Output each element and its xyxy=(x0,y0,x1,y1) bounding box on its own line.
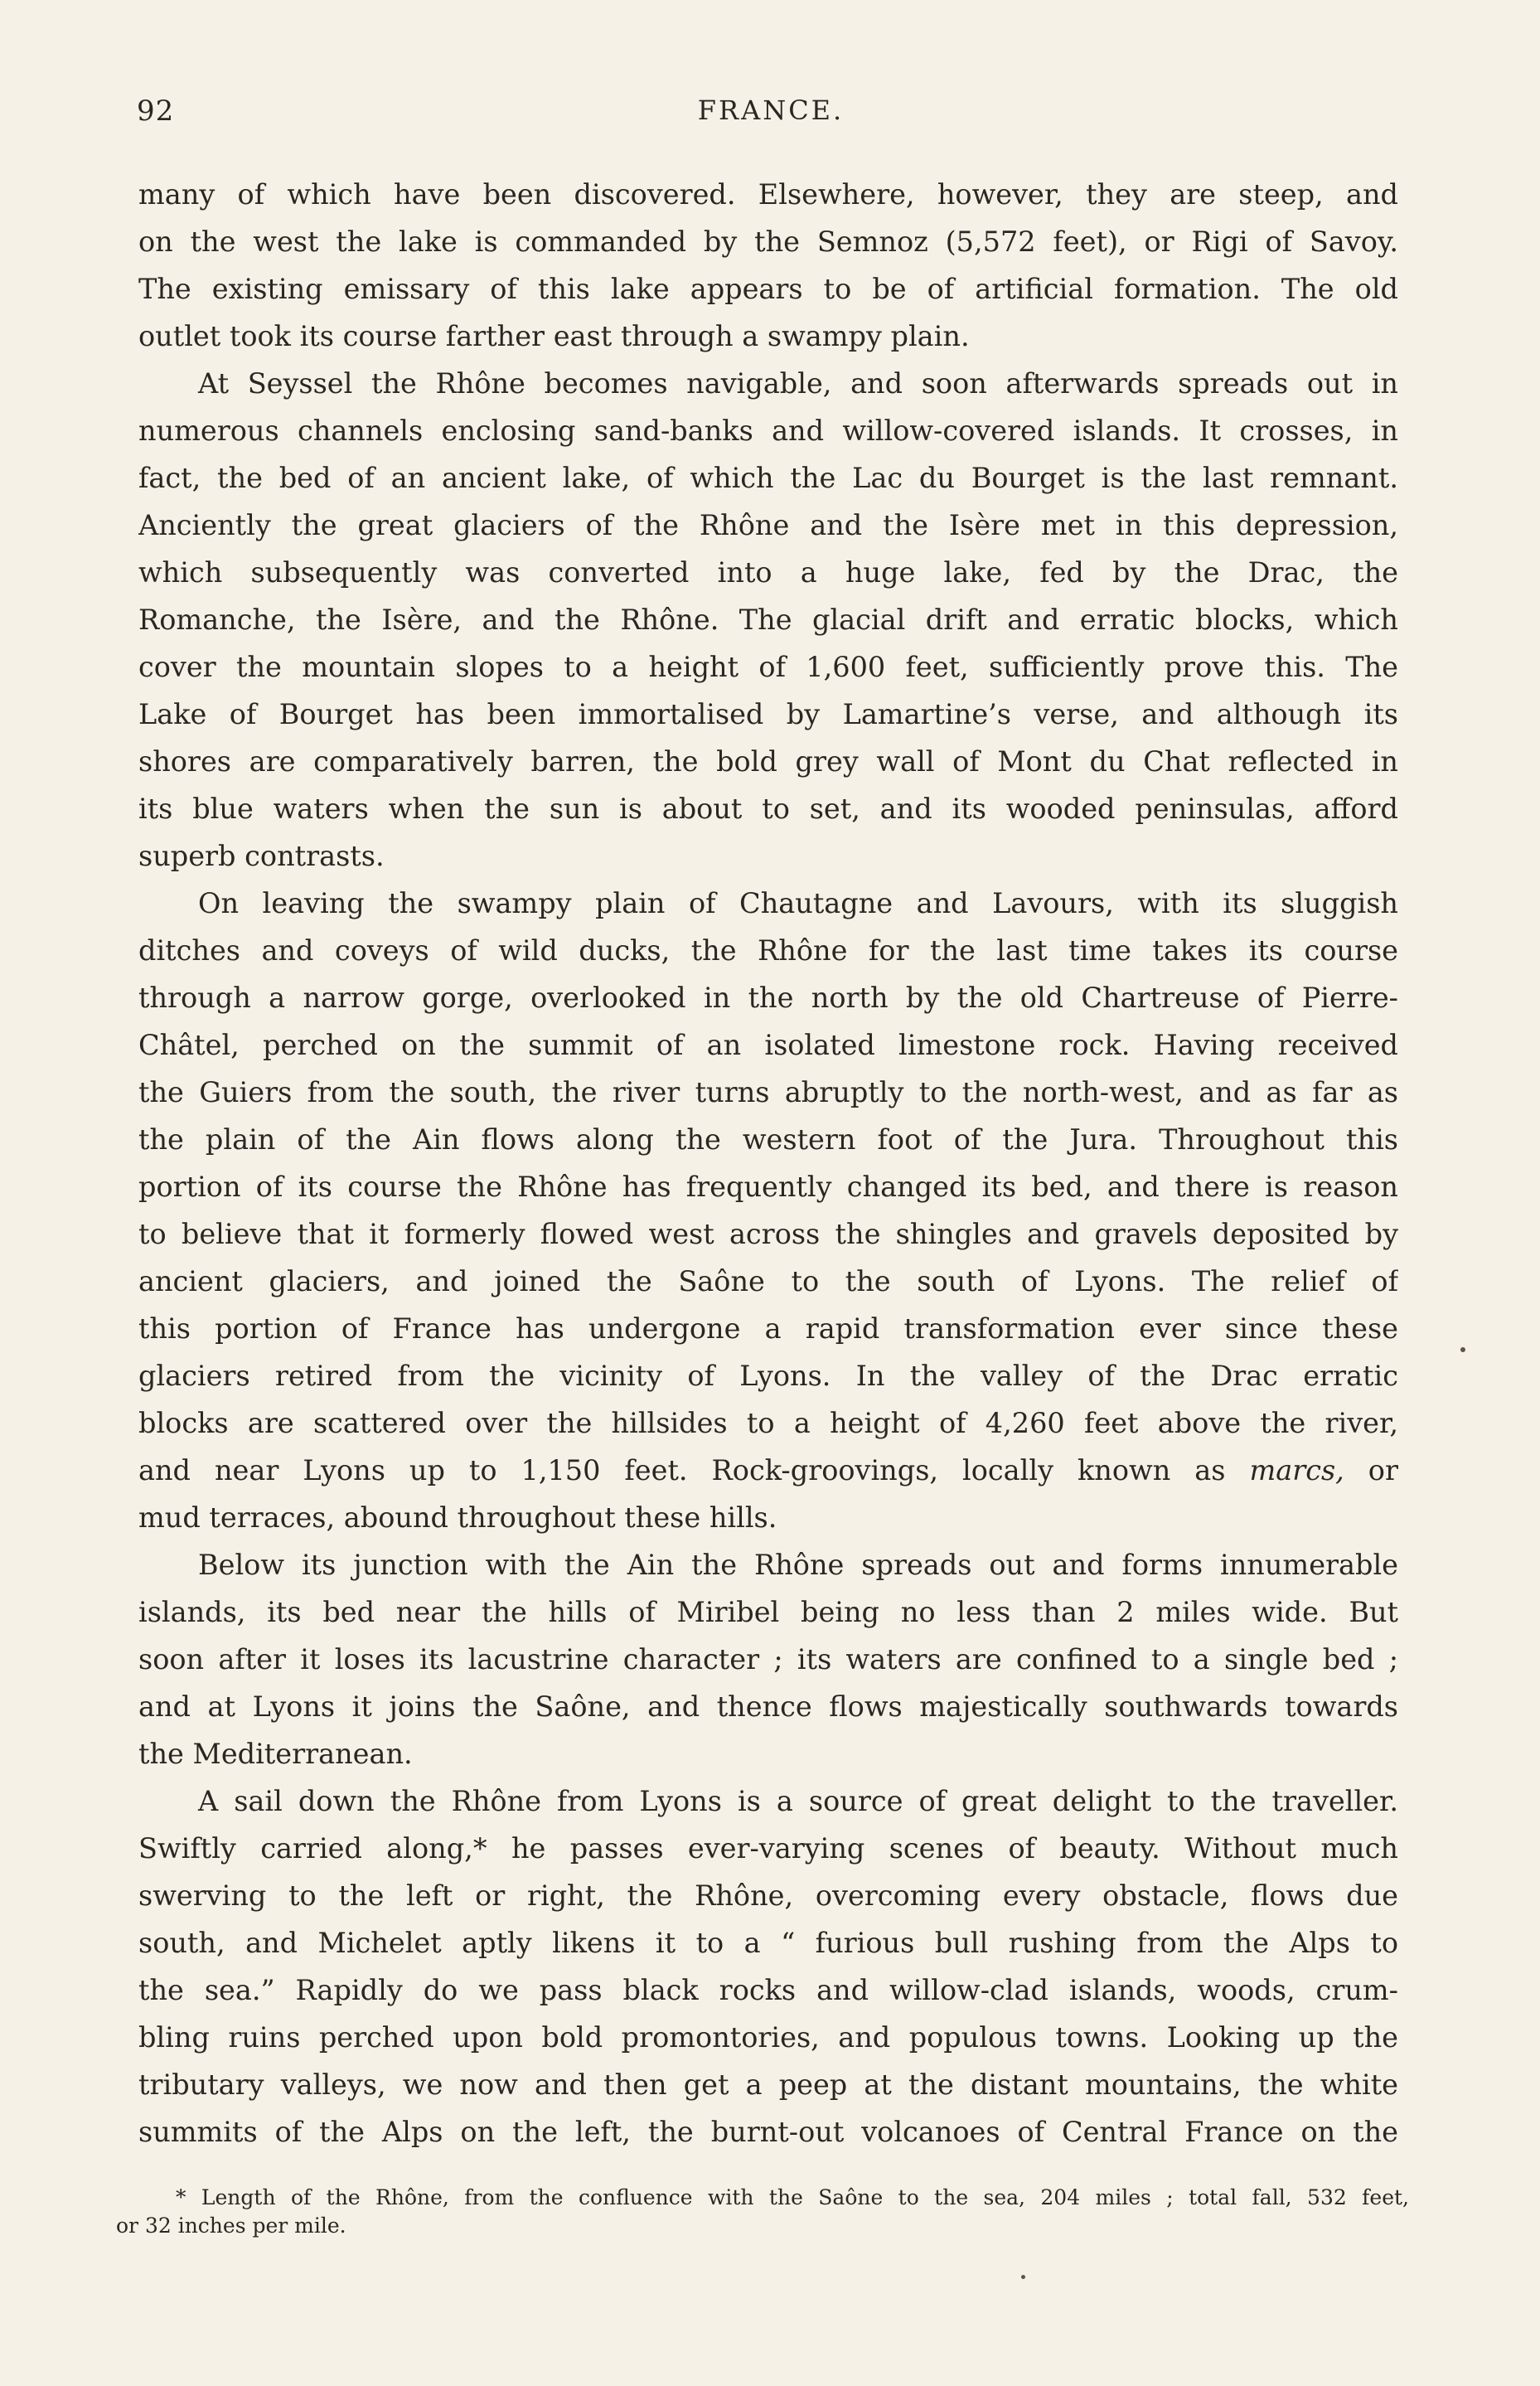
text-line: Lake of Bourget has been immortalised by Lamartine’s verse, and although its xyxy=(138,698,1398,730)
page-number: 92 xyxy=(137,95,175,128)
text-line: soon after it loses its lacustrine character ; its waters are confined to a single bed ; xyxy=(138,1643,1398,1676)
text-line: the Guiers from the south, the river turns abruptly to the north-west, and as far as xyxy=(138,1076,1398,1108)
text-line: ditches and coveys of wild ducks, the Rhône for the last time takes its course xyxy=(138,934,1398,967)
running-title: FRANCE. xyxy=(697,95,845,126)
text-line: Romanche, the Isère, and the Rhône. The glacial drift and erratic blocks, which xyxy=(138,604,1398,636)
text-line: shores are comparatively barren, the bold grey wall of Mont du Chat reflected in xyxy=(138,745,1398,778)
text-line: bling ruins perched upon bold promontories, and populous towns. Looking up the xyxy=(138,2021,1398,2054)
text-line: portion of its course the Rhône has frequently changed its bed, and there is reason xyxy=(138,1171,1398,1203)
text-line: this portion of France has undergone a rapid transformation ever since these xyxy=(138,1312,1398,1345)
paragraph xyxy=(138,880,1398,1541)
footnote xyxy=(116,2184,1409,2240)
text-line-with-italic xyxy=(138,1447,1398,1494)
paper-speck xyxy=(1021,2275,1025,2279)
text-line: swerving to the left or right, the Rhône, overcoming every obstacle, flows due xyxy=(138,1879,1398,1912)
text-line: Châtel, perched on the summit of an isolated limestone rock. Having received xyxy=(138,1029,1398,1061)
paragraph xyxy=(138,1777,1398,2156)
text-line: islands, its bed near the hills of Miribel being no less than 2 miles wide. But xyxy=(138,1596,1398,1628)
text-line: Swiftly carried along,* he passes ever-varying scenes of beauty. Without much xyxy=(138,1832,1398,1865)
text-segment: or xyxy=(1344,1454,1398,1486)
text-line: Anciently the great glaciers of the Rhône and the Isère met in this depression, xyxy=(138,509,1398,541)
footnote-line: or 32 inches per mile. xyxy=(116,2214,346,2238)
text-line: many of which have been discovered. Elsewhere, however, they are steep, and xyxy=(138,178,1398,211)
text-line: on the west the lake is commanded by the Semnoz (5,572 feet), or Rigi of Savoy. xyxy=(138,226,1398,258)
page-header xyxy=(137,95,1405,138)
text-line: ancient glaciers, and joined the Saône to the south of Lyons. The relief of xyxy=(138,1265,1398,1297)
text-line: Below its junction with the Ain the Rhône spreads out and forms innumerable xyxy=(198,1549,1398,1581)
text-line: which subsequently was converted into a huge lake, fed by the Drac, the xyxy=(138,556,1398,589)
text-line: the plain of the Ain flows along the western foot of the Jura. Throughout this xyxy=(138,1123,1398,1156)
text-line: blocks are scattered over the hillsides to a height of 4,260 feet above the river, xyxy=(138,1407,1398,1439)
text-line: numerous channels enclosing sand-banks and willow-covered islands. It crosses, in xyxy=(138,415,1398,447)
text-line: mud terraces, abound throughout these hills. xyxy=(138,1501,777,1534)
text-line: the Mediterranean. xyxy=(138,1738,413,1770)
text-line: glaciers retired from the vicinity of Lyons. In the valley of the Drac erratic xyxy=(138,1360,1398,1392)
text-line: to believe that it formerly flowed west across the shingles and gravels deposited by xyxy=(138,1218,1398,1250)
paragraph xyxy=(138,1541,1398,1777)
text-segment: and near Lyons up to 1,150 feet. Rock-groovings, locally known as xyxy=(138,1454,1250,1486)
paragraph xyxy=(138,171,1398,360)
italic-term: marcs, xyxy=(1249,1454,1344,1486)
body-text xyxy=(138,171,1398,2156)
text-line: At Seyssel the Rhône becomes navigable, and soon afterwards spreads out in xyxy=(198,367,1398,400)
paper-speck xyxy=(1460,1347,1465,1352)
text-line: The existing emissary of this lake appears to be of artificial formation. The old xyxy=(138,273,1398,305)
paragraph xyxy=(138,360,1398,880)
text-line: fact, the bed of an ancient lake, of which the Lac du Bourget is the last remnant. xyxy=(138,462,1398,494)
footnote-line: * Length of the Rhône, from the confluence with the Saône to the sea, 204 miles ; total fall, 532 feet, xyxy=(176,2185,1409,2209)
text-line: tributary valleys, we now and then get a peep at the distant mountains, the white xyxy=(138,2068,1398,2101)
text-line: On leaving the swampy plain of Chautagne and Lavours, with its sluggish xyxy=(198,887,1398,919)
text-line: superb contrasts. xyxy=(138,840,385,872)
text-line: south, and Michelet aptly likens it to a “ furious bull rushing from the Alps to xyxy=(138,1927,1398,1959)
text-line: through a narrow gorge, overlooked in the north by the old Chartreuse of Pierre- xyxy=(138,982,1398,1014)
text-line: outlet took its course farther east through a swampy plain. xyxy=(138,320,970,352)
text-line: its blue waters when the sun is about to set, and its wooded peninsulas, afford xyxy=(138,793,1398,825)
text-line: the sea.” Rapidly do we pass black rocks and willow-clad islands, woods, crum- xyxy=(138,1974,1398,2006)
text-line: and at Lyons it joins the Saône, and thence flows majestically southwards towards xyxy=(138,1690,1398,1723)
text-line: A sail down the Rhône from Lyons is a source of great delight to the traveller. xyxy=(198,1785,1398,1817)
text-line: cover the mountain slopes to a height of 1,600 feet, sufficiently prove this. The xyxy=(138,651,1398,683)
text-line: summits of the Alps on the left, the burnt-out volcanoes of Central France on the xyxy=(138,2116,1398,2148)
